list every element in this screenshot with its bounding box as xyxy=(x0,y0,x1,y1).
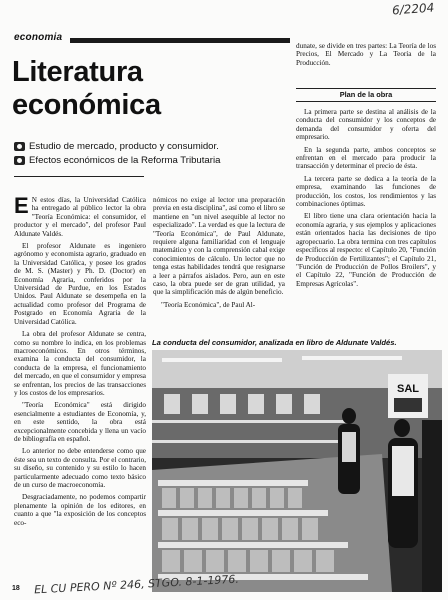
supermarket-photo xyxy=(152,350,442,592)
subheading-plan: Plan de la obra xyxy=(296,88,436,102)
header-rule xyxy=(70,38,290,43)
paragraph: La primera parte se destina al análisis de la conducta del consumidor y los conceptos de demanda del consumidor y oferta del empresario. xyxy=(296,108,436,142)
photo-caption: La conducta del consumidor, analizada en libro de Aldunate Valdés. xyxy=(152,338,397,347)
handwritten-source: EL CU PERO Nº 246, STGO. 8-1-1976. xyxy=(33,572,240,597)
store-sign: SAL xyxy=(397,383,419,395)
paragraph: nómicos no exige al lector una preparación previa en esta disciplina", así como el libro se mantiene en "un nivel asequible al lector no especializado". La verdad es que la lectura de "Teoría Económica", de Paul Aldunate, requiere alguna familiaridad con el lenguaje matemático y con la comprensión cabal exige conocimientos de cálculo. Un lector que no tenga estas habilidades tendrá que resignarse a leer a párrafos aislados. Pero, aun en este caso, la obra puede ser de gran utilidad, ya que la simplificación más de algún beneficio. xyxy=(153,196,285,297)
subtitle-rule xyxy=(14,176,144,177)
bullet-icon xyxy=(14,142,25,151)
subtitle-2 xyxy=(14,155,220,166)
article-title xyxy=(12,56,292,122)
drop-cap: E xyxy=(14,193,29,218)
title-line-1: Literatura xyxy=(12,56,143,88)
paragraph: dunate, se divide en tres partes: La Teoría de los Precios, El Mercado y La Teoría de la Producción. xyxy=(296,42,436,67)
column-3 xyxy=(296,108,436,292)
paragraph: En la segunda parte, ambos conceptos se enfrentan en el mercado para producir la transacción y determinar el precio de ésta. xyxy=(296,145,436,171)
subtitle-1-text: Estudio de mercado, producto y consumidor. xyxy=(29,141,219,152)
paragraph: La obra del profesor Aldunate se centra, como su nombre lo indica, en los problemas macroeconómicos. En otros términos, examina la conducta del consumidor, la conducta de la empresa, el funcionamiento del mercado, en que el consumidor y empresa se enfrentan, los precios de las transacciones y los costos de los empresarios. xyxy=(14,330,146,397)
handwritten-reference: 6/2204 xyxy=(391,0,435,18)
paragraph-text: N estos días, la Universidad Católica ha entregado al público lector la obra "Teoría Económica: el consumidor, el productor y el mercado", del profesor Paul Aldunate Valdés. xyxy=(14,196,146,238)
subtitle-1 xyxy=(14,141,219,152)
bullet-icon xyxy=(14,156,25,165)
paragraph: El profesor Aldunate es ingeniero agrónomo y economista agrario, graduado en la Universidad Católica, y posee los grados de M. S. (Master) y Ph. D. (Doctor) en Economía Agraria, conferidos por la Universidad de Purdue, en los Estados Unidos. Paul Aldunate se desempeña en la actualidad como profesor del Programa de Postgrado en Economía Agraria de la Universidad Católica. xyxy=(14,242,146,326)
title-line-2: económica xyxy=(12,89,161,121)
paragraph: "Teoría Económica" está dirigido esencialmente a estudiantes de Economía, y, en este sentido, la obra está excepcionalmente concebida y llena un vacío de bibliografía en español. xyxy=(14,401,146,443)
column-1 xyxy=(14,193,146,531)
column-3-top xyxy=(296,42,436,71)
paragraph: Desgraciadamente, no podemos compartir plenamente la opinión de los editores, en cuanto a que "la exposición de los conceptos eco- xyxy=(14,493,146,527)
paragraph: Lo anterior no debe entenderse como que éste sea un texto de consulta. Por el contrario, su diseño, su contenido y su estilo lo hacen particularmente adecuado como texto básico de un curso de macroeconomía. xyxy=(14,447,146,489)
paragraph: El libro tiene una clara orientación hacia la economía agraria, y sus ejemplos y aplicaciones están orientados hacia las decisiones de tipo agropecuario. La obra termina con tres capítulos específicos al respecto: el Capítulo 20, "Función de Producción de Fertilizantes"; el Capítulo 21, "Función de Producción de Pollos Broilers", y el Capítulo 22, "Función de Producción de Empresas Agrícolas". xyxy=(296,212,436,288)
paragraph: "Teoría Económica", de Paul Al- xyxy=(161,300,256,309)
column-2 xyxy=(153,196,285,313)
section-label: economia xyxy=(14,32,63,43)
paragraph: La tercera parte se dedica a la teoría de la empresa, examinando las funciones de producción, los costos, los rendimientos y las combinaciones óptimas. xyxy=(296,174,436,209)
paragraph xyxy=(14,193,146,238)
page-number: 18 xyxy=(12,585,20,592)
subtitle-2-text: Efectos económicos de la Reforma Tributaria xyxy=(29,155,221,166)
